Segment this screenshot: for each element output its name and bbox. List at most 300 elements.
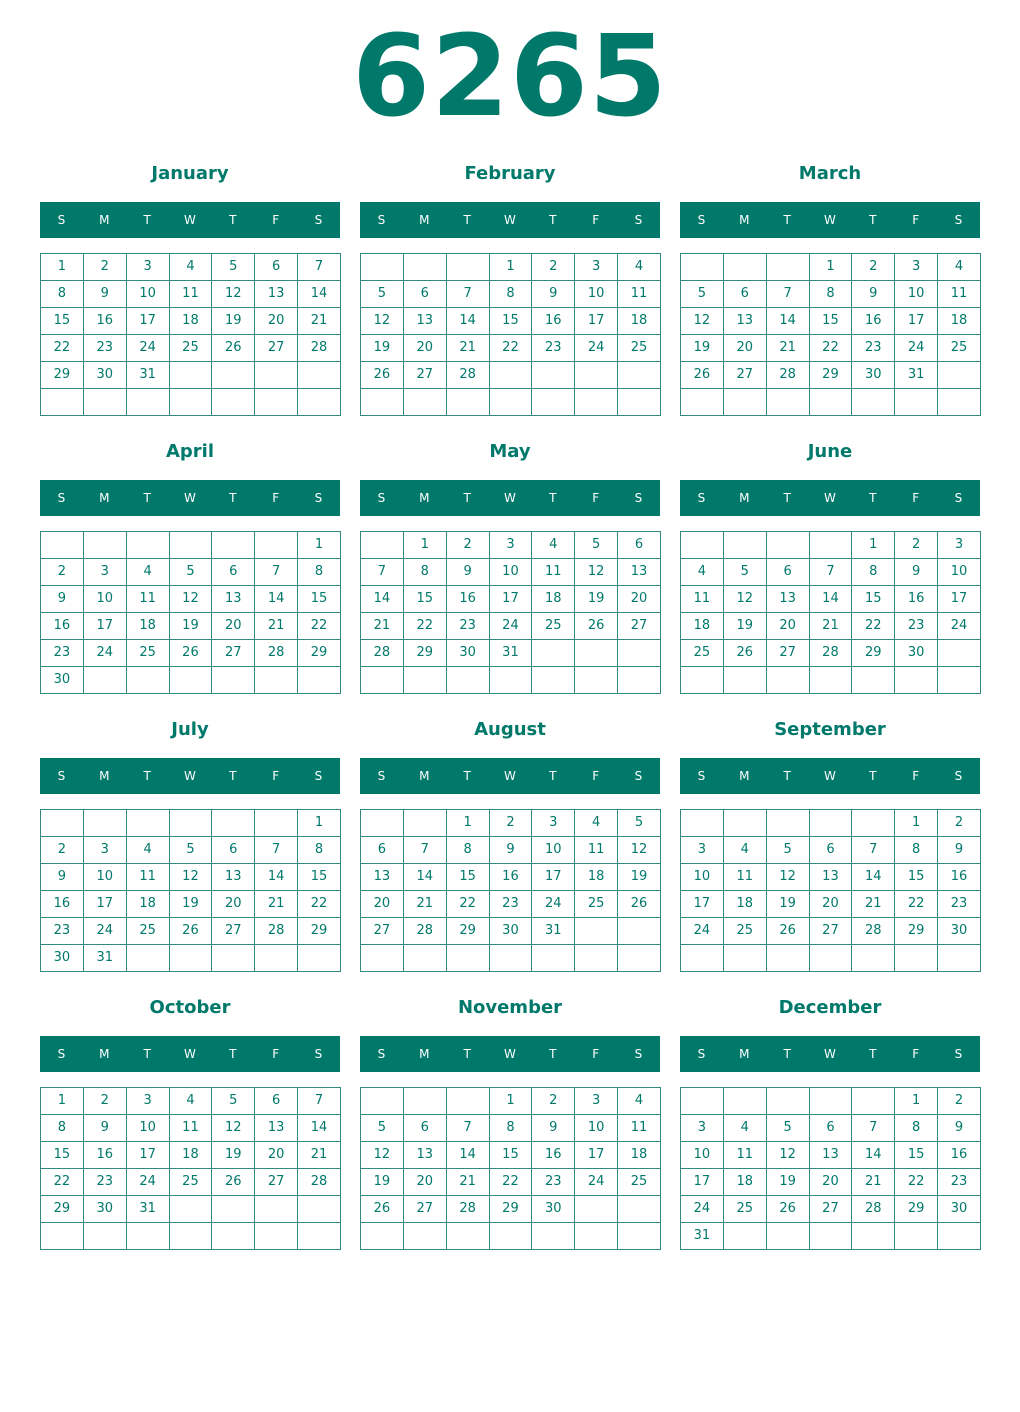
day-cell: 11 <box>532 559 575 586</box>
day-cell: 20 <box>809 1169 852 1196</box>
empty-day-cell <box>298 1223 341 1250</box>
day-cell: 23 <box>83 335 126 362</box>
day-cell: 23 <box>446 613 489 640</box>
weekday-label: T <box>463 491 471 505</box>
empty-day-cell <box>575 389 618 416</box>
day-cell: 11 <box>169 281 212 308</box>
empty-day-cell <box>681 667 724 694</box>
day-cell: 21 <box>766 335 809 362</box>
weekday-label: W <box>184 1047 196 1061</box>
day-cell: 7 <box>403 837 446 864</box>
day-cell: 16 <box>489 864 532 891</box>
empty-day-cell <box>126 667 169 694</box>
empty-day-cell <box>361 810 404 837</box>
empty-day-cell <box>41 1223 84 1250</box>
day-cell: 22 <box>489 1169 532 1196</box>
empty-day-cell <box>361 945 404 972</box>
day-cell: 25 <box>938 335 981 362</box>
day-cell: 8 <box>895 837 938 864</box>
empty-day-cell <box>403 1088 446 1115</box>
day-cell: 5 <box>618 810 661 837</box>
weekday-label: M <box>419 769 430 783</box>
day-cell: 8 <box>403 559 446 586</box>
empty-day-cell <box>852 945 895 972</box>
weekday-label: M <box>419 491 430 505</box>
week-row <box>41 945 341 972</box>
week-row <box>41 837 341 864</box>
empty-day-cell <box>361 1223 404 1250</box>
day-cell: 6 <box>403 1115 446 1142</box>
day-grid <box>680 809 981 972</box>
empty-day-cell <box>298 1196 341 1223</box>
empty-day-cell <box>361 532 404 559</box>
empty-day-cell <box>403 254 446 281</box>
empty-day-cell <box>681 810 724 837</box>
weekday-header <box>680 480 980 516</box>
day-cell: 2 <box>938 810 981 837</box>
week-row <box>361 864 661 891</box>
day-cell: 30 <box>41 945 84 972</box>
empty-day-cell <box>83 667 126 694</box>
day-cell: 1 <box>852 532 895 559</box>
day-cell: 28 <box>809 640 852 667</box>
day-cell: 26 <box>575 613 618 640</box>
day-cell: 15 <box>298 864 341 891</box>
empty-day-cell <box>766 1223 809 1250</box>
day-cell: 22 <box>489 335 532 362</box>
day-cell: 13 <box>212 864 255 891</box>
empty-day-cell <box>618 389 661 416</box>
empty-day-cell <box>723 1223 766 1250</box>
week-row <box>41 918 341 945</box>
empty-day-cell <box>681 532 724 559</box>
empty-day-cell <box>361 667 404 694</box>
day-cell: 14 <box>446 1142 489 1169</box>
empty-day-cell <box>403 1223 446 1250</box>
day-cell: 26 <box>212 1169 255 1196</box>
day-cell: 7 <box>446 1115 489 1142</box>
week-row <box>681 891 981 918</box>
empty-day-cell <box>83 1223 126 1250</box>
day-cell: 23 <box>532 335 575 362</box>
day-cell: 14 <box>298 1115 341 1142</box>
day-cell: 20 <box>618 586 661 613</box>
day-cell: 12 <box>723 586 766 613</box>
weekday-label: F <box>592 213 600 227</box>
day-cell: 29 <box>895 1196 938 1223</box>
week-row <box>361 389 661 416</box>
week-row <box>41 586 341 613</box>
day-cell: 10 <box>895 281 938 308</box>
day-cell: 28 <box>852 918 895 945</box>
weekday-label: M <box>739 213 750 227</box>
day-cell: 17 <box>938 586 981 613</box>
day-cell: 21 <box>446 1169 489 1196</box>
day-cell: 23 <box>895 613 938 640</box>
day-cell: 23 <box>938 1169 981 1196</box>
day-cell: 28 <box>446 362 489 389</box>
day-cell: 19 <box>766 891 809 918</box>
empty-day-cell <box>489 945 532 972</box>
weekday-label: T <box>229 491 237 505</box>
day-grid <box>40 253 341 416</box>
empty-day-cell <box>126 532 169 559</box>
day-cell: 30 <box>852 362 895 389</box>
empty-day-cell <box>298 945 341 972</box>
day-cell: 14 <box>766 308 809 335</box>
empty-day-cell <box>83 389 126 416</box>
day-cell: 27 <box>255 1169 298 1196</box>
empty-day-cell <box>852 389 895 416</box>
day-cell: 6 <box>212 559 255 586</box>
day-cell: 1 <box>403 532 446 559</box>
day-cell: 4 <box>126 837 169 864</box>
week-row <box>361 281 661 308</box>
week-row <box>41 640 341 667</box>
day-cell: 20 <box>212 613 255 640</box>
day-cell: 11 <box>618 281 661 308</box>
day-cell: 31 <box>895 362 938 389</box>
empty-day-cell <box>852 810 895 837</box>
empty-day-cell <box>169 1196 212 1223</box>
day-cell: 29 <box>298 918 341 945</box>
day-cell: 10 <box>83 864 126 891</box>
day-cell: 17 <box>575 308 618 335</box>
day-cell: 25 <box>575 891 618 918</box>
day-cell: 23 <box>532 1169 575 1196</box>
empty-day-cell <box>212 532 255 559</box>
day-cell: 16 <box>41 891 84 918</box>
day-cell: 9 <box>83 1115 126 1142</box>
day-cell: 18 <box>723 891 766 918</box>
weekday-label: T <box>783 213 791 227</box>
day-cell: 19 <box>212 1142 255 1169</box>
month-name: May <box>489 441 531 462</box>
empty-day-cell <box>766 389 809 416</box>
weekday-label: S <box>57 769 66 783</box>
day-cell: 12 <box>169 864 212 891</box>
weekday-label: T <box>549 769 557 783</box>
weekday-label: W <box>504 769 516 783</box>
week-row <box>681 810 981 837</box>
day-cell: 12 <box>618 837 661 864</box>
day-cell: 2 <box>83 1088 126 1115</box>
weekday-label: S <box>954 769 963 783</box>
week-row <box>681 640 981 667</box>
weekday-label: W <box>824 1047 836 1061</box>
weekday-label: S <box>314 213 323 227</box>
day-cell: 18 <box>681 613 724 640</box>
empty-day-cell <box>532 1223 575 1250</box>
weekday-label: W <box>184 213 196 227</box>
day-cell: 1 <box>895 810 938 837</box>
day-cell: 14 <box>255 864 298 891</box>
day-cell: 11 <box>938 281 981 308</box>
day-cell: 1 <box>809 254 852 281</box>
day-cell: 4 <box>618 1088 661 1115</box>
day-cell: 19 <box>575 586 618 613</box>
weekday-label: T <box>463 213 471 227</box>
day-cell: 21 <box>298 308 341 335</box>
day-cell: 29 <box>298 640 341 667</box>
empty-day-cell <box>532 945 575 972</box>
day-cell: 28 <box>298 1169 341 1196</box>
day-cell: 4 <box>169 1088 212 1115</box>
empty-day-cell <box>575 667 618 694</box>
day-cell: 17 <box>681 1169 724 1196</box>
week-row <box>41 532 341 559</box>
weekday-label: T <box>229 769 237 783</box>
day-cell: 24 <box>575 335 618 362</box>
empty-day-cell <box>446 389 489 416</box>
day-cell: 5 <box>169 559 212 586</box>
day-cell: 17 <box>532 864 575 891</box>
day-cell: 16 <box>852 308 895 335</box>
day-cell: 31 <box>83 945 126 972</box>
day-cell: 27 <box>212 640 255 667</box>
day-cell: 10 <box>126 281 169 308</box>
day-cell: 24 <box>83 640 126 667</box>
week-row <box>681 1115 981 1142</box>
empty-day-cell <box>575 945 618 972</box>
weekday-label: S <box>377 769 386 783</box>
day-grid <box>40 809 341 972</box>
weekday-label: M <box>739 491 750 505</box>
day-cell: 4 <box>126 559 169 586</box>
day-cell: 28 <box>255 640 298 667</box>
day-grid <box>680 1087 981 1250</box>
day-cell: 30 <box>938 918 981 945</box>
weekday-label: S <box>57 491 66 505</box>
day-cell: 31 <box>126 362 169 389</box>
day-cell: 3 <box>126 1088 169 1115</box>
empty-day-cell <box>255 810 298 837</box>
empty-day-cell <box>938 1223 981 1250</box>
weekday-label: S <box>57 1047 66 1061</box>
day-cell: 17 <box>126 1142 169 1169</box>
day-cell: 2 <box>446 532 489 559</box>
week-row <box>681 1223 981 1250</box>
day-cell: 24 <box>83 918 126 945</box>
empty-day-cell <box>403 945 446 972</box>
day-cell: 15 <box>489 1142 532 1169</box>
day-cell: 26 <box>169 918 212 945</box>
day-cell: 17 <box>681 891 724 918</box>
day-cell: 22 <box>403 613 446 640</box>
empty-day-cell <box>575 640 618 667</box>
day-cell: 11 <box>618 1115 661 1142</box>
weekday-label: S <box>954 213 963 227</box>
day-cell: 24 <box>938 613 981 640</box>
day-cell: 13 <box>809 1142 852 1169</box>
weekday-label: W <box>504 491 516 505</box>
day-cell: 9 <box>532 281 575 308</box>
day-cell: 22 <box>41 335 84 362</box>
day-cell: 13 <box>766 586 809 613</box>
day-cell: 29 <box>852 640 895 667</box>
week-row <box>681 532 981 559</box>
day-cell: 11 <box>126 864 169 891</box>
day-cell: 5 <box>212 254 255 281</box>
empty-day-cell <box>852 1088 895 1115</box>
day-cell: 21 <box>852 891 895 918</box>
day-cell: 22 <box>809 335 852 362</box>
empty-day-cell <box>618 1223 661 1250</box>
empty-day-cell <box>169 1223 212 1250</box>
day-cell: 15 <box>298 586 341 613</box>
day-cell: 8 <box>298 837 341 864</box>
empty-day-cell <box>298 362 341 389</box>
week-row <box>41 335 341 362</box>
day-cell: 13 <box>403 1142 446 1169</box>
empty-day-cell <box>83 810 126 837</box>
day-cell: 3 <box>532 810 575 837</box>
day-cell: 11 <box>681 586 724 613</box>
day-cell: 24 <box>681 1196 724 1223</box>
day-cell: 13 <box>618 559 661 586</box>
day-cell: 13 <box>255 281 298 308</box>
day-cell: 30 <box>938 1196 981 1223</box>
day-cell: 25 <box>169 335 212 362</box>
empty-day-cell <box>403 389 446 416</box>
day-cell: 21 <box>852 1169 895 1196</box>
day-cell: 24 <box>126 1169 169 1196</box>
day-cell: 30 <box>895 640 938 667</box>
day-cell: 6 <box>255 254 298 281</box>
weekday-label: F <box>592 491 600 505</box>
day-cell: 16 <box>938 1142 981 1169</box>
day-cell: 22 <box>446 891 489 918</box>
empty-day-cell <box>126 810 169 837</box>
empty-day-cell <box>298 389 341 416</box>
day-cell: 25 <box>169 1169 212 1196</box>
weekday-label: W <box>824 213 836 227</box>
weekday-label: S <box>377 1047 386 1061</box>
week-row <box>41 362 341 389</box>
empty-day-cell <box>723 810 766 837</box>
weekday-label: S <box>634 769 643 783</box>
weekday-header <box>360 202 660 238</box>
empty-day-cell <box>766 254 809 281</box>
weekday-label: F <box>272 491 280 505</box>
weekday-label: T <box>549 491 557 505</box>
weekday-header <box>680 1036 980 1072</box>
day-cell: 19 <box>169 613 212 640</box>
day-cell: 8 <box>41 281 84 308</box>
day-cell: 5 <box>575 532 618 559</box>
empty-day-cell <box>169 810 212 837</box>
day-cell: 19 <box>361 335 404 362</box>
day-cell: 9 <box>41 864 84 891</box>
day-grid <box>360 809 661 972</box>
day-cell: 16 <box>83 308 126 335</box>
day-cell: 6 <box>723 281 766 308</box>
day-cell: 26 <box>618 891 661 918</box>
week-row <box>361 362 661 389</box>
day-cell: 19 <box>169 891 212 918</box>
day-cell: 15 <box>41 308 84 335</box>
month-name: November <box>457 997 563 1018</box>
day-cell: 13 <box>723 308 766 335</box>
weekday-label: F <box>912 491 920 505</box>
day-cell: 21 <box>298 1142 341 1169</box>
day-cell: 7 <box>809 559 852 586</box>
weekday-label: T <box>869 769 877 783</box>
day-cell: 5 <box>169 837 212 864</box>
empty-day-cell <box>809 945 852 972</box>
day-cell: 17 <box>489 586 532 613</box>
day-cell: 23 <box>83 1169 126 1196</box>
week-row <box>681 335 981 362</box>
day-cell: 1 <box>41 1088 84 1115</box>
day-cell: 16 <box>83 1142 126 1169</box>
day-cell: 2 <box>938 1088 981 1115</box>
weekday-label: S <box>634 213 643 227</box>
day-cell: 1 <box>298 810 341 837</box>
day-cell: 18 <box>532 586 575 613</box>
day-cell: 3 <box>681 1115 724 1142</box>
weekday-label: S <box>697 1047 706 1061</box>
day-cell: 7 <box>766 281 809 308</box>
day-cell: 3 <box>938 532 981 559</box>
week-row <box>361 559 661 586</box>
day-cell: 18 <box>126 613 169 640</box>
day-cell: 1 <box>895 1088 938 1115</box>
empty-day-cell <box>212 810 255 837</box>
day-cell: 20 <box>255 1142 298 1169</box>
day-cell: 28 <box>403 918 446 945</box>
day-cell: 1 <box>489 1088 532 1115</box>
day-cell: 21 <box>403 891 446 918</box>
day-cell: 8 <box>809 281 852 308</box>
day-cell: 3 <box>575 1088 618 1115</box>
day-cell: 16 <box>446 586 489 613</box>
day-cell: 1 <box>298 532 341 559</box>
week-row <box>361 532 661 559</box>
day-cell: 27 <box>403 362 446 389</box>
day-cell: 21 <box>809 613 852 640</box>
week-row <box>41 308 341 335</box>
day-grid <box>360 253 661 416</box>
empty-day-cell <box>212 1223 255 1250</box>
day-cell: 11 <box>126 586 169 613</box>
empty-day-cell <box>169 362 212 389</box>
day-grid <box>40 531 341 694</box>
empty-day-cell <box>618 1196 661 1223</box>
day-grid <box>360 1087 661 1250</box>
empty-day-cell <box>618 667 661 694</box>
empty-day-cell <box>446 1223 489 1250</box>
weekday-label: S <box>377 213 386 227</box>
day-cell: 6 <box>618 532 661 559</box>
day-cell: 10 <box>575 281 618 308</box>
day-cell: 14 <box>361 586 404 613</box>
weekday-header <box>40 480 340 516</box>
week-row <box>681 586 981 613</box>
week-row <box>41 864 341 891</box>
day-cell: 7 <box>255 559 298 586</box>
day-cell: 30 <box>532 1196 575 1223</box>
weekday-label: T <box>783 491 791 505</box>
week-row <box>681 945 981 972</box>
weekday-label: S <box>57 213 66 227</box>
weekday-label: F <box>272 769 280 783</box>
empty-day-cell <box>766 945 809 972</box>
week-row <box>41 1115 341 1142</box>
weekday-label: M <box>419 1047 430 1061</box>
day-cell: 19 <box>361 1169 404 1196</box>
week-row <box>681 1169 981 1196</box>
